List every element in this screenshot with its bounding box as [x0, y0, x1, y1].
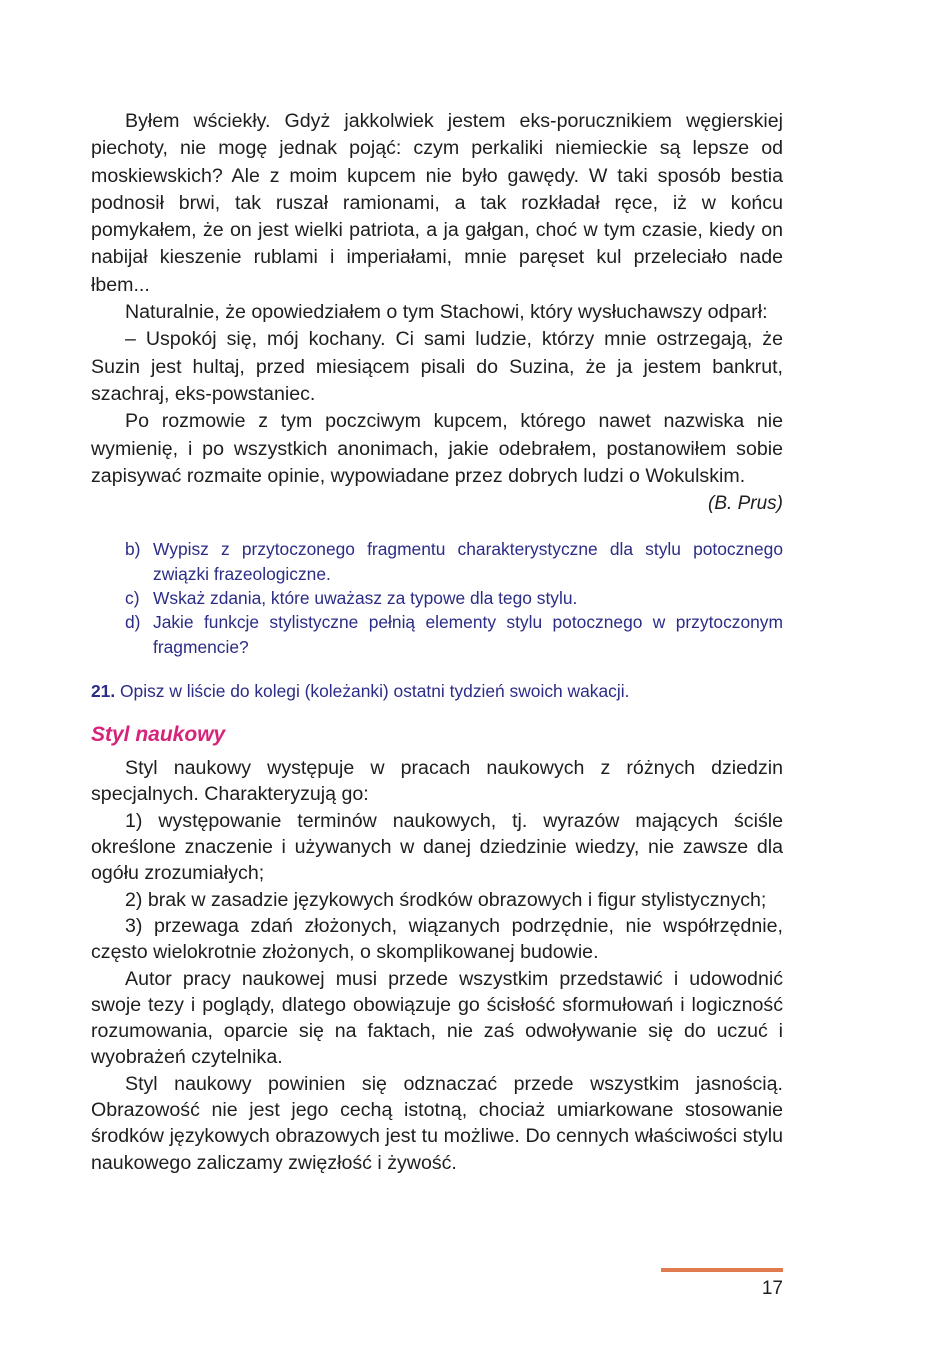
task-item — [91, 610, 783, 659]
task-text: Wypisz z przytoczonego fragmentu charakterystyczne dla stylu potocznego związki frazeologiczne. — [153, 539, 783, 584]
section-title: Styl naukowy — [91, 723, 226, 747]
section-paragraph: 1) występowanie terminów naukowych, tj. wyrazów mających ściśle określone znaczenie i używanych w danej dziedzinie wiedzy, nie zawsze dla ogółu zrozumiałych; — [91, 809, 783, 885]
section-paragraph: 3) przewaga zdań złożonych, wiązanych podrzędnie, nie współrzędnie, często wielokrotnie złożonych, o skomplikowanej budowie. — [91, 914, 783, 964]
exercise-21 — [91, 679, 783, 703]
task-letter: b) — [125, 539, 141, 560]
excerpt-paragraph: Po rozmowie z tym poczciwym kupcem, którego nawet nazwiska nie wymienię, i po wszystkich anonimach, jakie odebrałem, postanowiłem sobie zapisywać rozmaite opinie, wypowiadane przez dobrych ludzi o Wokulskim. — [91, 410, 783, 487]
page-number: 17 — [761, 1278, 783, 1299]
exercise-number: 21. — [91, 681, 116, 702]
literary-excerpt — [91, 108, 783, 517]
task-letter: d) — [125, 612, 141, 633]
excerpt-paragraph: Byłem wściekły. Gdyż jakkolwiek jestem eks-porucznikiem węgierskiej piechoty, nie mogę jednak pojąć: czym perkaliki niemieckie są lepsze od moskiewskich? Ale z moim kupcem nie było gawędy. W taki sposób bestia podnosił brwi, tak ruszał ramionami, a tak rozkładał ręce, iż w końcu pomykałem, że on jest wielki patriota, a ja gałgan, choć w tym czasie, kiedy on nabijał kieszenie rublami i imperiałami, mnie paręset kul przeleciało nade łbem... — [91, 110, 783, 296]
section-paragraph: 2) brak w zasadzie językowych środków obrazowych i figur stylistycznych; — [125, 888, 767, 911]
task-list — [91, 537, 783, 659]
task-item — [91, 537, 783, 586]
task-letter: c) — [125, 587, 140, 608]
excerpt-attribution: (B. Prus) — [708, 493, 783, 515]
task-item — [91, 586, 783, 610]
excerpt-paragraph: – Uspokój się, mój kochany. Ci sami ludzie, którzy mnie ostrzegają, że Suzin jest hultaj, przed miesiącem pisali do Suzina, że ja jestem bankrut, szachraj, eks-powstaniec. — [91, 328, 783, 405]
exercise-text: Opisz w liście do kolegi (koleżanki) ostatni tydzień swoich wakacji. — [120, 681, 630, 702]
task-text: Wskaż zdania, które uważasz za typowe dla tego stylu. — [153, 587, 578, 608]
page-content — [91, 108, 783, 1176]
excerpt-paragraph: Naturalnie, że opowiedziałem o tym Stachowi, który wysłuchawszy odparł: — [125, 301, 768, 324]
section-body — [91, 755, 783, 1176]
section-paragraph: Autor pracy naukowej musi przede wszystkim przedstawić i udowodnić swoje tezy i poglądy, dlatego obowiązuje go ścisłość sformułowań i logiczność rozumowania, oparcie się na faktach, nie zaś odwoływanie się do uczuć i wyobrażeń czytelnika. — [91, 967, 783, 1069]
section-paragraph: Styl naukowy występuje w pracach naukowych z różnych dziedzin specjalnych. Charakteryzują go: — [91, 757, 783, 806]
footer-rule — [661, 1268, 783, 1272]
section-paragraph: Styl naukowy powinien się odznaczać przede wszystkim jasnością. Obrazowość nie jest jego cechą istotną, chociaż umiarkowane stosowanie środków językowych obrazowych jest tu możliwe. Do cennych właściwości stylu naukowego zaliczamy zwięzłość i żywość. — [91, 1072, 783, 1174]
task-text: Jakie funkcje stylistyczne pełnią elementy stylu potocznego w przytoczonym fragmencie? — [153, 612, 783, 657]
